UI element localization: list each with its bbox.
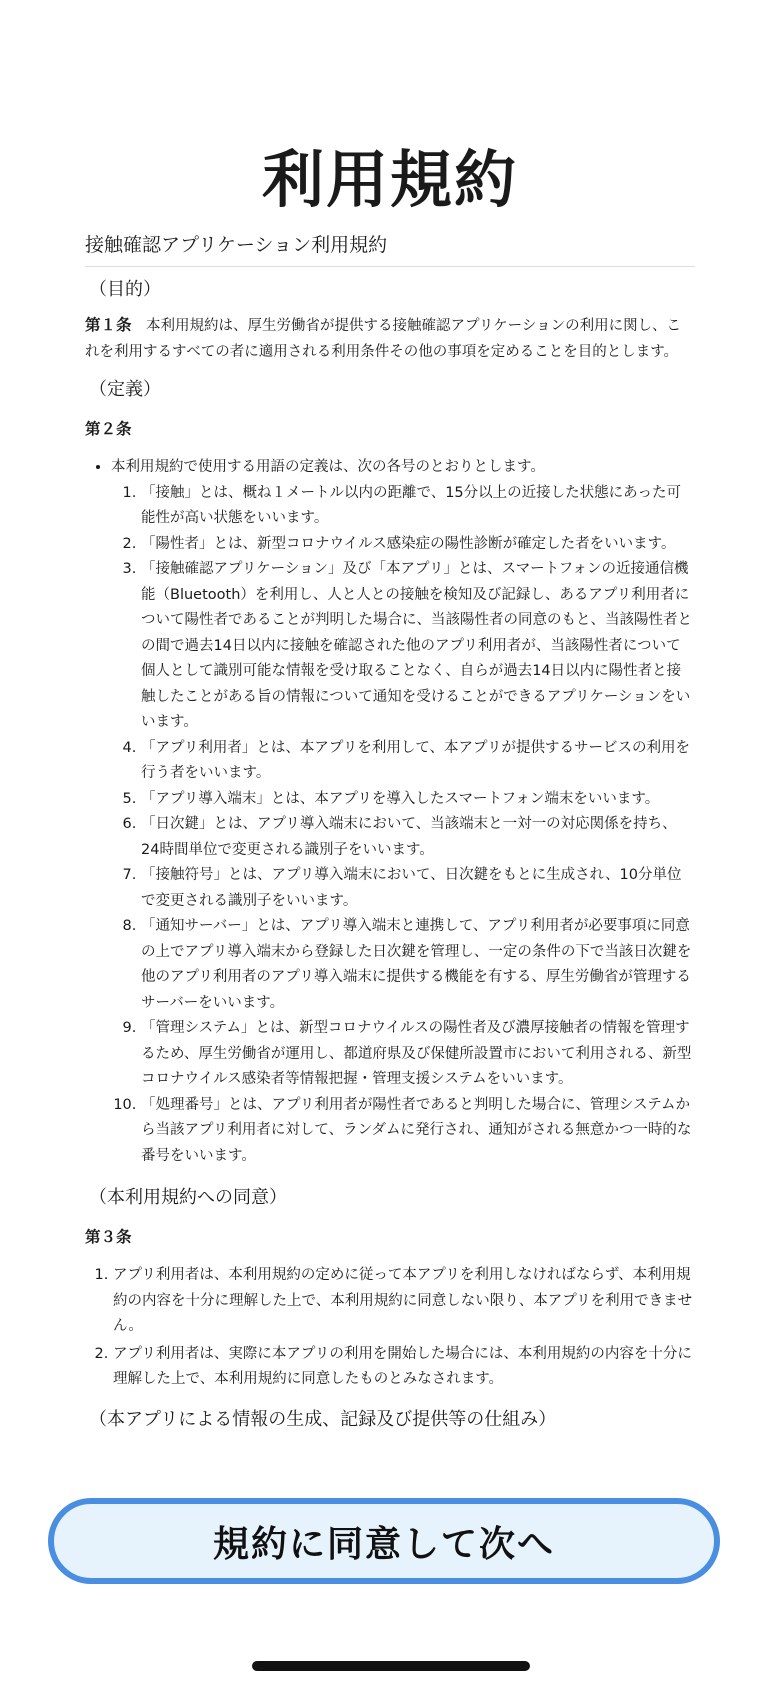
definitions-items xyxy=(111,481,695,1170)
list-item: 10. 「処理番号」とは、アプリ利用者が陽性者であると判明した場合に、管理システムから当該アプリ利用者に対して、ランダムに発行され、通知がされる無意かつ一時的な番号をいいます。 xyxy=(141,1093,695,1170)
terms-scroll-area[interactable] xyxy=(85,228,695,1475)
list-item: 2. 「陽性者」とは、新型コロナウイルス感染症の陽性診断が確定した者をいいます。 xyxy=(141,532,695,558)
list-item: 1. 「接触」とは、概ね１メートル以内の距離で、15分以上の近接した状態にあった可能性が高い状態をいいます。 xyxy=(141,481,695,532)
list-item xyxy=(111,455,695,1169)
article-text: 本利用規約は、厚生労働省が提供する接触確認アプリケーションの利用に関し、これを利用するすべての者に適用される利用条件その他の事項を定めることを目的とします。 xyxy=(85,318,682,360)
list-item: 5. 「アプリ導入端末」とは、本アプリを導入したスマートフォン端末をいいます。 xyxy=(141,787,695,813)
article-number: 第２条 xyxy=(85,420,132,438)
list-item: 3. 「接触確認アプリケーション」及び「本アプリ」とは、スマートフォンの近接通信機能（Bluetooth）を利用し、人と人との接触を検知及び記録し、あるアプリ利用者について陽性者であることが判明した場合に、当該陽性者の同意のもと、当該陽性者との間で過去14日以内に接触を確認された他のアプリ利用者が、当該陽性者について個人として識別可能な情報を受け取ることなく、自らが過去14日以内に陽性者と接触したことがある旨の情報について通知を受けることができるアプリケーションをいいます。 xyxy=(141,557,695,736)
list-item: 8. 「通知サーバー」とは、アプリ導入端末と連携して、アプリ利用者が必要事項に同意の上でアプリ導入端末から登録した日次鍵を管理し、一定の条件の下で当該日次鍵を他のアプリ利用者のアプリ導入端末に提供する機能を有する、厚生労働省が管理するサーバーをいいます。 xyxy=(141,914,695,1016)
list-item: 2. アプリ利用者は、実際に本アプリの利用を開始した場合には、本利用規約の内容を十分に理解した上で、本利用規約に同意したものとみなされます。 xyxy=(113,1342,695,1393)
article-number: 第１条 xyxy=(85,316,132,334)
list-item: 6. 「日次鍵」とは、アプリ導入端末において、当該端末と一対一の対応関係を持ち、24時間単位で変更される識別子をいいます。 xyxy=(141,812,695,863)
section-label-consent: （本利用規約への同意） xyxy=(89,1187,287,1208)
list-item: 1. アプリ利用者は、本利用規約の定めに従って本アプリを利用しなければならず、本利用規約の内容を十分に理解した上で、本利用規約に同意しない限り、本アプリを利用できません。 xyxy=(113,1263,695,1340)
page-title: 利用規約 xyxy=(261,143,518,216)
section-label-definitions: （定義） xyxy=(89,379,161,400)
agree-next-button[interactable]: 規約に同意して次へ xyxy=(48,1498,720,1584)
definitions-intro: 本利用規約で使用する用語の定義は、次の各号のとおりとします。 xyxy=(111,459,545,475)
section-label-purpose: （目的） xyxy=(89,279,161,300)
article-1 xyxy=(85,313,695,365)
consent-list xyxy=(85,1263,695,1393)
definitions-list xyxy=(85,455,695,1169)
list-item: 9. 「管理システム」とは、新型コロナウイルスの陽性者及び濃厚接触者の情報を管理するため、厚生労働省が運用し、都道府県及び保健所設置市において利用される、新型コロナウイルス感染者等情報把握・管理支援システムをいいます。 xyxy=(141,1016,695,1093)
home-indicator[interactable] xyxy=(252,1661,530,1671)
list-item: 7. 「接触符号」とは、アプリ導入端末において、日次鍵をもとに生成され、10分単位で変更される識別子をいいます。 xyxy=(141,863,695,914)
document-heading: 接触確認アプリケーション利用規約 xyxy=(85,228,695,267)
article-number: 第３条 xyxy=(85,1228,132,1246)
section-label-mechanism: （本アプリによる情報の生成、記録及び提供等の仕組み） xyxy=(89,1408,557,1430)
list-item: 4. 「アプリ利用者」とは、本アプリを利用して、本アプリが提供するサービスの利用を行う者をいいます。 xyxy=(141,736,695,787)
